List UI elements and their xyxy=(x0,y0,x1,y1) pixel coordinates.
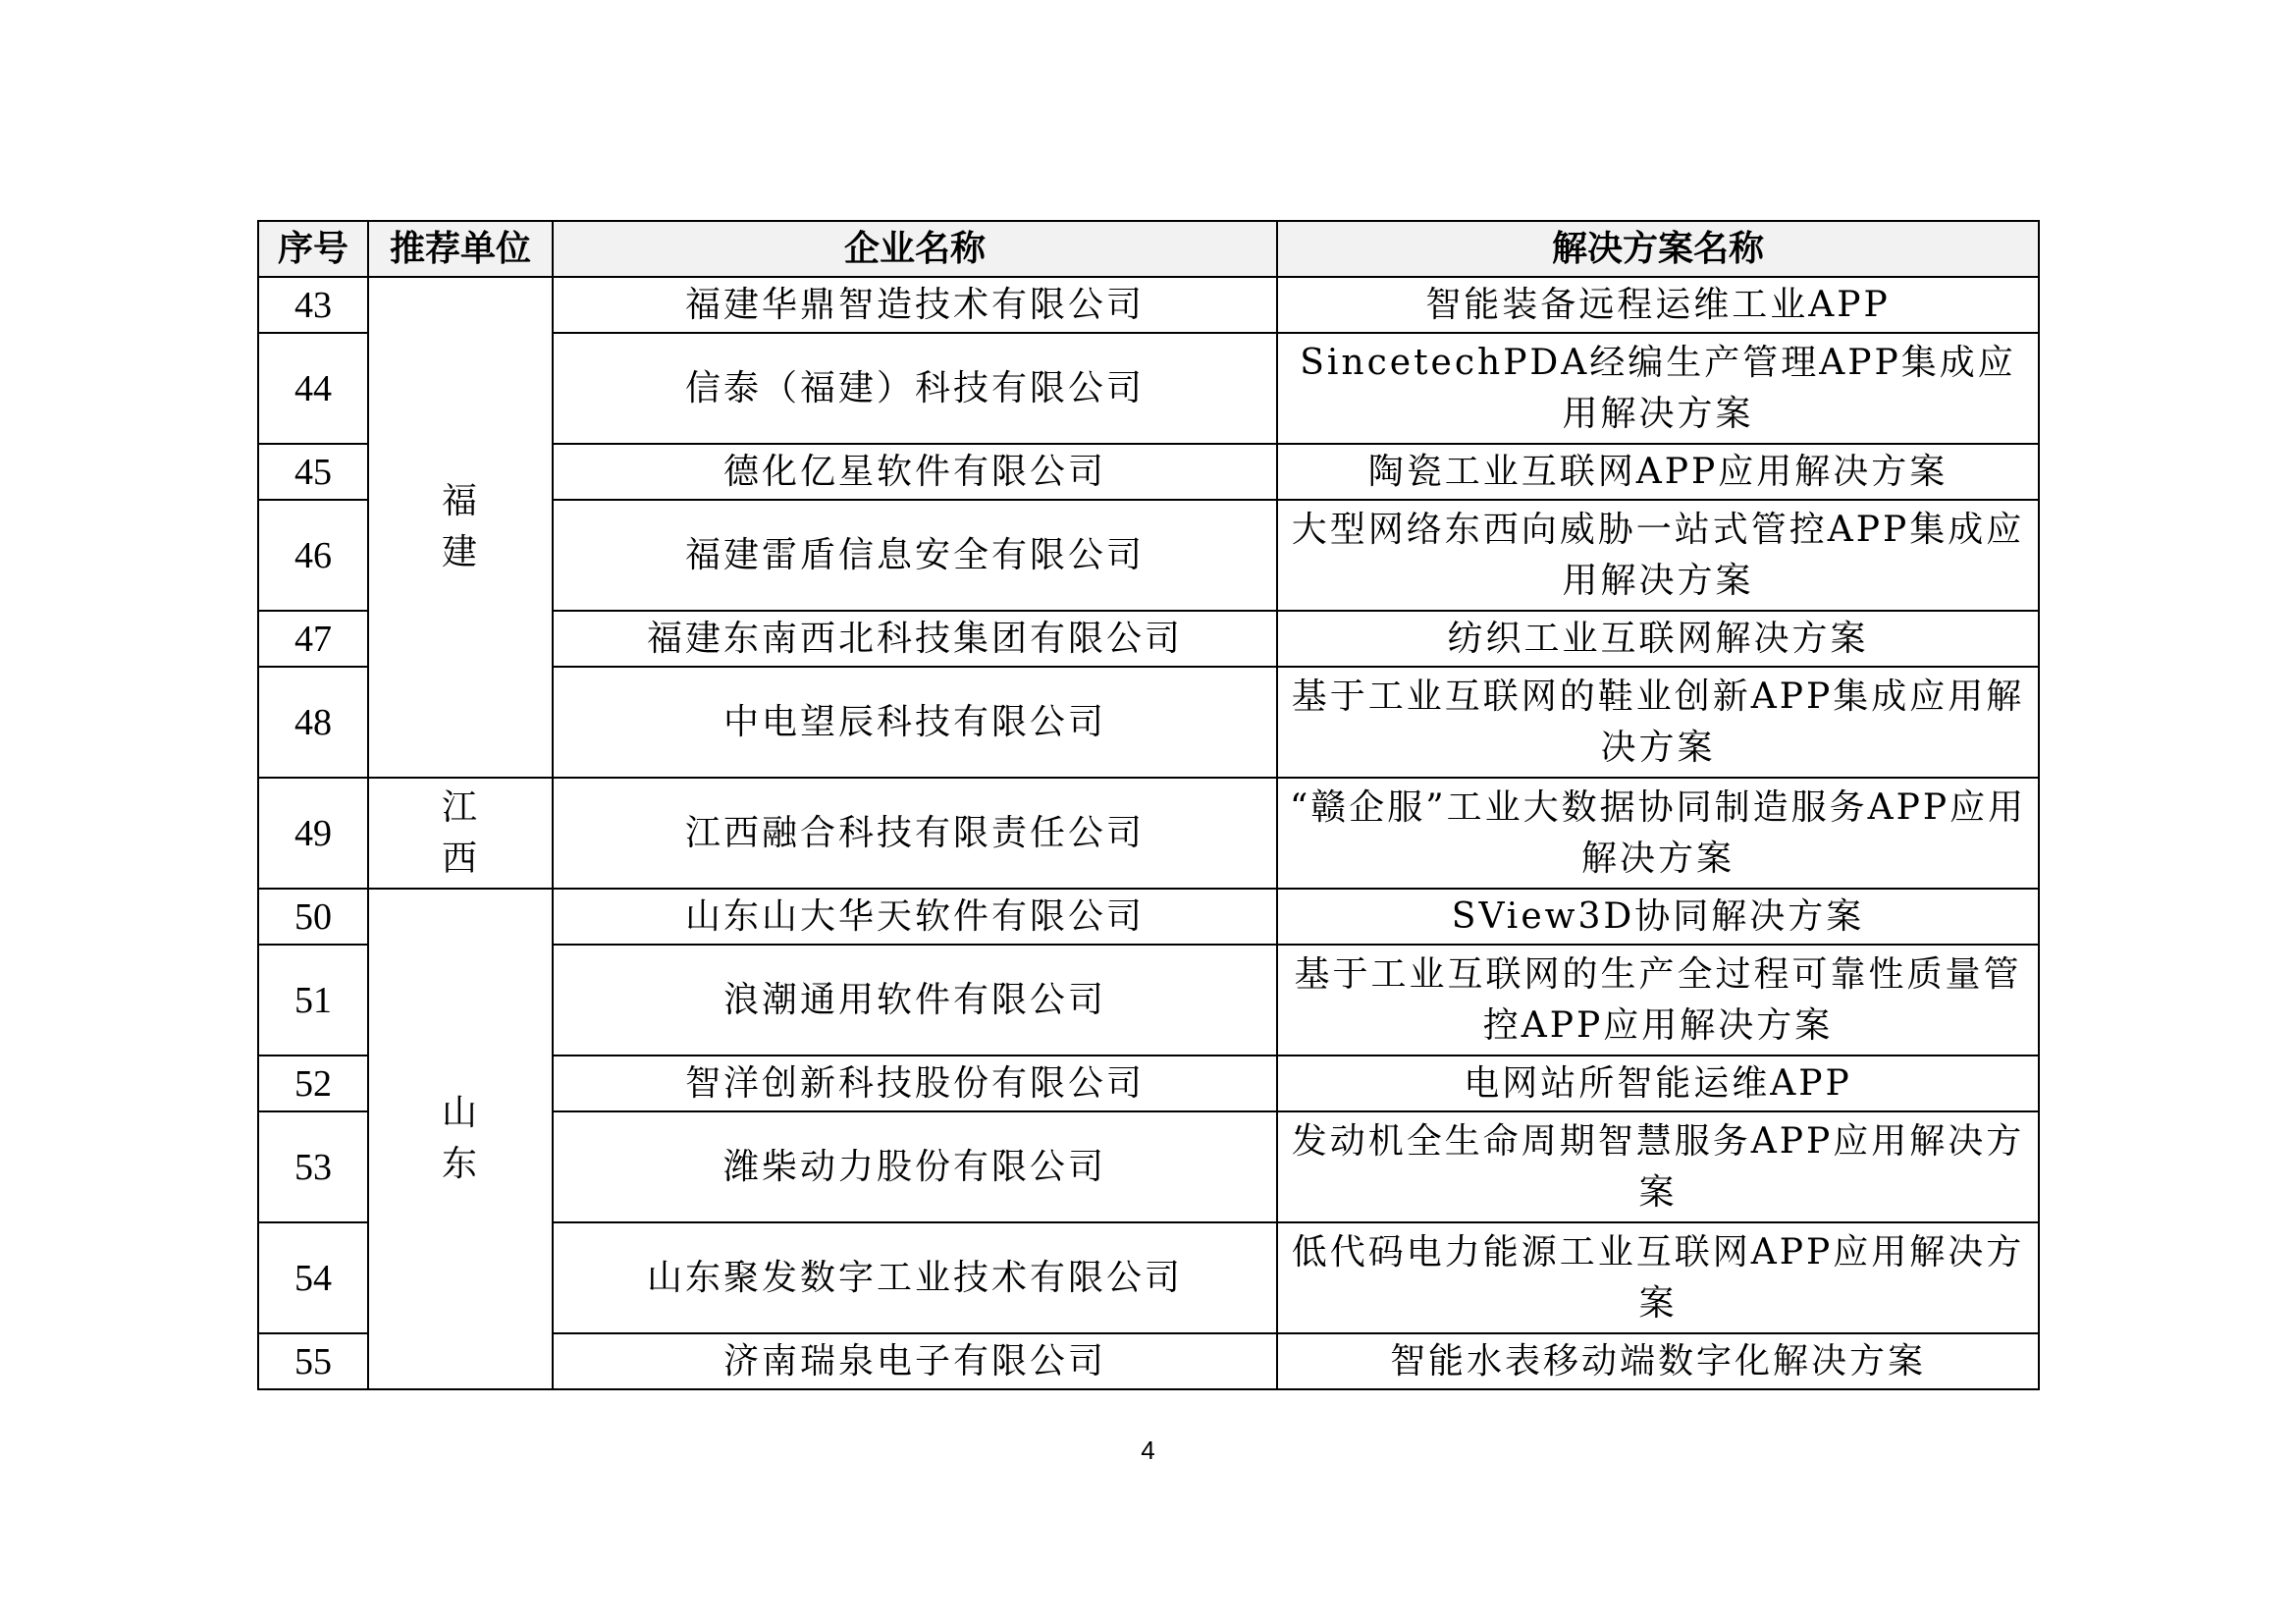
solution-name-cell: SincetechPDA经编生产管理APP集成应用解决方案 xyxy=(1277,333,2039,444)
solution-name-cell: 低代码电力能源工业互联网APP应用解决方案 xyxy=(1277,1222,2039,1333)
solution-name-cell: 基于工业互联网的生产全过程可靠性质量管控APP应用解决方案 xyxy=(1277,945,2039,1056)
solution-name-cell: “赣企服”工业大数据协同制造服务APP应用解决方案 xyxy=(1277,778,2039,889)
company-name-cell: 济南瑞泉电子有限公司 xyxy=(553,1333,1277,1389)
table-row xyxy=(258,889,2039,945)
recommending-unit-cell: 江西 xyxy=(368,778,553,889)
company-name-cell: 信泰（福建）科技有限公司 xyxy=(553,333,1277,444)
serial-number-cell: 51 xyxy=(258,945,368,1056)
serial-number-cell: 49 xyxy=(258,778,368,889)
serial-number-cell: 52 xyxy=(258,1056,368,1111)
company-name-cell: 山东聚发数字工业技术有限公司 xyxy=(553,1222,1277,1333)
serial-number-cell: 43 xyxy=(258,277,368,333)
solution-name-cell: SView3D协同解决方案 xyxy=(1277,889,2039,945)
page-number: 4 xyxy=(1141,1435,1155,1465)
serial-number-cell: 53 xyxy=(258,1111,368,1222)
table-row xyxy=(258,778,2039,889)
serial-number-cell: 48 xyxy=(258,667,368,778)
serial-number-cell: 55 xyxy=(258,1333,368,1389)
header-recommending-unit: 推荐单位 xyxy=(368,221,553,277)
company-name-cell: 中电望辰科技有限公司 xyxy=(553,667,1277,778)
table-row xyxy=(258,277,2039,333)
company-name-cell: 江西融合科技有限责任公司 xyxy=(553,778,1277,889)
header-serial-number: 序号 xyxy=(258,221,368,277)
header-company-name: 企业名称 xyxy=(553,221,1277,277)
serial-number-cell: 44 xyxy=(258,333,368,444)
company-name-cell: 福建华鼎智造技术有限公司 xyxy=(553,277,1277,333)
solution-name-cell: 纺织工业互联网解决方案 xyxy=(1277,611,2039,667)
solution-name-cell: 智能装备远程运维工业APP xyxy=(1277,277,2039,333)
recommending-unit-cell: 山东 xyxy=(368,889,553,1389)
serial-number-cell: 46 xyxy=(258,500,368,611)
serial-number-cell: 50 xyxy=(258,889,368,945)
solutions-table xyxy=(257,220,2040,1390)
company-name-cell: 智洋创新科技股份有限公司 xyxy=(553,1056,1277,1111)
solution-name-cell: 大型网络东西向威胁一站式管控APP集成应用解决方案 xyxy=(1277,500,2039,611)
company-name-cell: 福建东南西北科技集团有限公司 xyxy=(553,611,1277,667)
company-name-cell: 山东山大华天软件有限公司 xyxy=(553,889,1277,945)
company-name-cell: 德化亿星软件有限公司 xyxy=(553,444,1277,500)
solution-name-cell: 发动机全生命周期智慧服务APP应用解决方案 xyxy=(1277,1111,2039,1222)
header-solution-name: 解决方案名称 xyxy=(1277,221,2039,277)
serial-number-cell: 47 xyxy=(258,611,368,667)
solution-name-cell: 基于工业互联网的鞋业创新APP集成应用解决方案 xyxy=(1277,667,2039,778)
company-name-cell: 潍柴动力股份有限公司 xyxy=(553,1111,1277,1222)
solution-name-cell: 电网站所智能运维APP xyxy=(1277,1056,2039,1111)
serial-number-cell: 45 xyxy=(258,444,368,500)
company-name-cell: 福建雷盾信息安全有限公司 xyxy=(553,500,1277,611)
table-header-row xyxy=(258,221,2039,277)
serial-number-cell: 54 xyxy=(258,1222,368,1333)
solution-name-cell: 智能水表移动端数字化解决方案 xyxy=(1277,1333,2039,1389)
solution-name-cell: 陶瓷工业互联网APP应用解决方案 xyxy=(1277,444,2039,500)
recommending-unit-cell: 福建 xyxy=(368,277,553,778)
company-name-cell: 浪潮通用软件有限公司 xyxy=(553,945,1277,1056)
